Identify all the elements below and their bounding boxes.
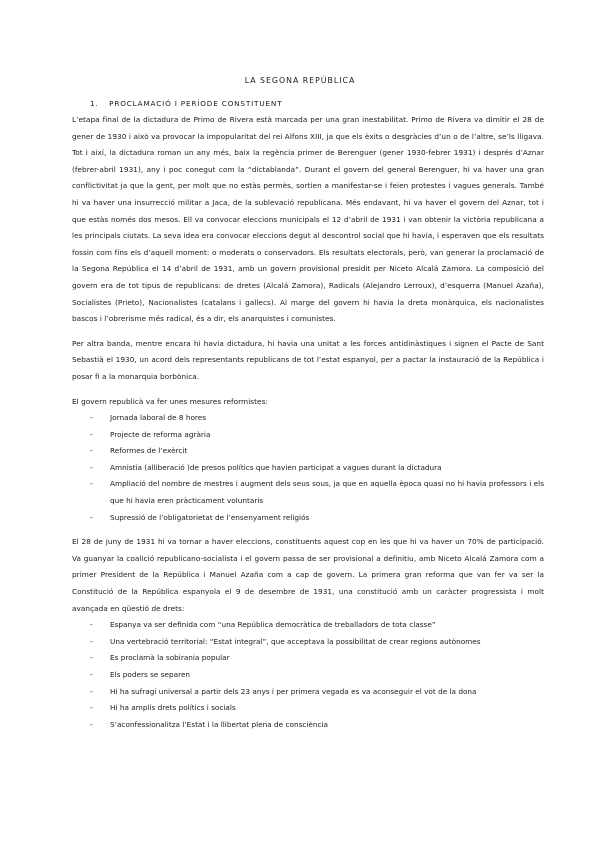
list-item-text: Reformes de l’exèrcit bbox=[110, 446, 188, 456]
list-item-text: Amnistia (alliberació )de presos polítics que havien participat a vagues durant la dictadura bbox=[110, 462, 442, 472]
list-item bbox=[72, 443, 544, 460]
list-item bbox=[72, 510, 544, 527]
list-item bbox=[72, 717, 544, 734]
dash-bullet: - bbox=[90, 512, 93, 522]
list-item bbox=[72, 427, 544, 444]
document-title: LA SEGONA REPÚBLICA bbox=[244, 76, 356, 85]
list-item bbox=[72, 476, 544, 509]
list-item-text: Espanya va ser definida com “una República democràtica de treballadors de tota classe” bbox=[110, 620, 436, 630]
list-item bbox=[72, 667, 544, 684]
list-item-text: Es proclamà la sobirania popular bbox=[110, 653, 230, 663]
paragraph-intro: L’etapa final de la dictadura de Primo de Rivera està marcada per una gran inestabilitat. Primo de Rivera va dimitir el 28 de gener de 1930 i això va provocar la impopularitat del rei Alfons XIII, ja que els èxits o desgràcies d’un o de l’altre, se’ls lligava. Tot i així, la dictadura roman un any més, baix la regència primer de Berenguer (gener 1930-febrer 1931) i després d’Aznar (febrer-abril 1931), any i poc conegut com la “dictablanda”. Durant el govern del general Berenguer, hi va haver una gran conflictivitat ja que la gent, per molt que no estàs permès, sortien a manifestar-se i feien protestes i vagues generals. També hi va haver una insurrecció militar a Jaca, de la sublevació republicana. Més endavant, hi va haver el govern del Aznar, tot i que estàs només dos mesos. Ell va convocar eleccions municipals el 12 d’abril de 1931 i van obtenir la victòria republicana a les principals ciutats. La seva idea era convocar eleccions degut al descontrol social que hi havia, i esperaven que els resultats fossin com fins els d’aquell moment: o moderats o conservadors. Els resultats electorals, però, van generar la proclamació de la Segona República el 14 d’abril de 1931, amb un govern provisional presidit per Niceto Alcalá Zamora. La composició del govern era de tot tipus de republicans: de dretes (Alcalá Zamora), Radicals (Alejandro Lerroux), d’esquerra (Manuel Azaña), Socialistes (Prieto), Nacionalistes (catalans i gallecs). Al marge del govern hi havia la dreta monàrquica, els nacionalistes bascos i l’obrerisme més radical, és a dir, els anarquistes i comunistes. bbox=[72, 115, 544, 324]
paragraph-pact: Per altra banda, mentre encara hi havia dictadura, hi havia una unitat a les forces antidinàstiques i signen el Pacte de Sant Sebastià el 1930, un acord dels representants republicans de tot l’estat espanyol, per a pactar la instauració de la República i posar fi a la monarquia borbònica. bbox=[72, 338, 544, 381]
list-item bbox=[72, 684, 544, 701]
dash-bullet: - bbox=[90, 719, 93, 729]
list-item bbox=[72, 617, 544, 634]
list-item-text: Hi ha sufragi universal a partir dels 23 anys i per primera vegada es va aconseguir el vot de la dona bbox=[110, 686, 477, 696]
dash-bullet: - bbox=[90, 636, 93, 646]
section-number: 1. bbox=[90, 99, 99, 108]
section-heading bbox=[90, 99, 282, 108]
dash-bullet: - bbox=[90, 429, 93, 439]
list-item bbox=[72, 700, 544, 717]
list-item-text: Projecte de reforma agrària bbox=[110, 429, 211, 439]
list-item-text: Jornada laboral de 8 hores bbox=[110, 413, 207, 423]
paragraph-reforms-lead: El govern republicà va fer unes mesures reformistes: bbox=[72, 396, 268, 406]
list-item-text: Hi ha amplis drets polítics i socials bbox=[110, 703, 236, 713]
dash-bullet: - bbox=[90, 686, 93, 696]
dash-bullet: - bbox=[90, 653, 93, 663]
list-item-text: Els poders se separen bbox=[110, 670, 191, 679]
dash-bullet: - bbox=[90, 413, 93, 423]
list-item bbox=[72, 460, 544, 477]
dash-bullet: - bbox=[90, 703, 93, 713]
list-item-text: Ampliació del nombre de mestres i augment dels seus sous, ja que en aquella època quasi no hi havia professors i els que hi havia eren pràcticament voluntaris bbox=[110, 479, 544, 506]
list-item bbox=[72, 410, 544, 427]
section-heading-text: PROCLAMACIÓ I PERÍODE CONSTITUENT bbox=[109, 99, 283, 108]
dash-bullet: - bbox=[90, 479, 93, 489]
dash-bullet: - bbox=[90, 620, 93, 630]
dash-bullet: - bbox=[90, 670, 93, 679]
list-item bbox=[72, 650, 544, 667]
document-body bbox=[72, 112, 544, 741]
list-item-text: Una vertebració territorial: “Estat integral”, que acceptava la possibilitat de crear regions autònomes bbox=[110, 636, 481, 646]
dash-bullet: - bbox=[90, 446, 93, 456]
dash-bullet: - bbox=[90, 462, 93, 472]
list-item-text: Supressió de l’obligatorietat de l’ensenyament religiós bbox=[110, 512, 310, 522]
list-item-text: S’aconfessionalitza l’Estat i la llibertat plena de consciència bbox=[110, 719, 329, 729]
constitution-list bbox=[72, 617, 544, 733]
paragraph-elections: El 28 de juny de 1931 hi va tornar a haver eleccions, constituents aquest cop en les que hi va haver un 70% de participació. Va guanyar la coalició republicano-socialista i el govern passa de ser provisional a definitiu, amb Niceto Alcalá Zamora com a primer President de la República i Manuel Azaña com a cap de govern. La primera gran reforma que van fer va ser la Constitució de la República espanyola el 9 de desembre de 1931, una constitució amb un caràcter progressista i molt avançada en qüestió de drets: bbox=[72, 537, 544, 613]
reforms-list bbox=[72, 410, 544, 526]
list-item bbox=[72, 634, 544, 651]
